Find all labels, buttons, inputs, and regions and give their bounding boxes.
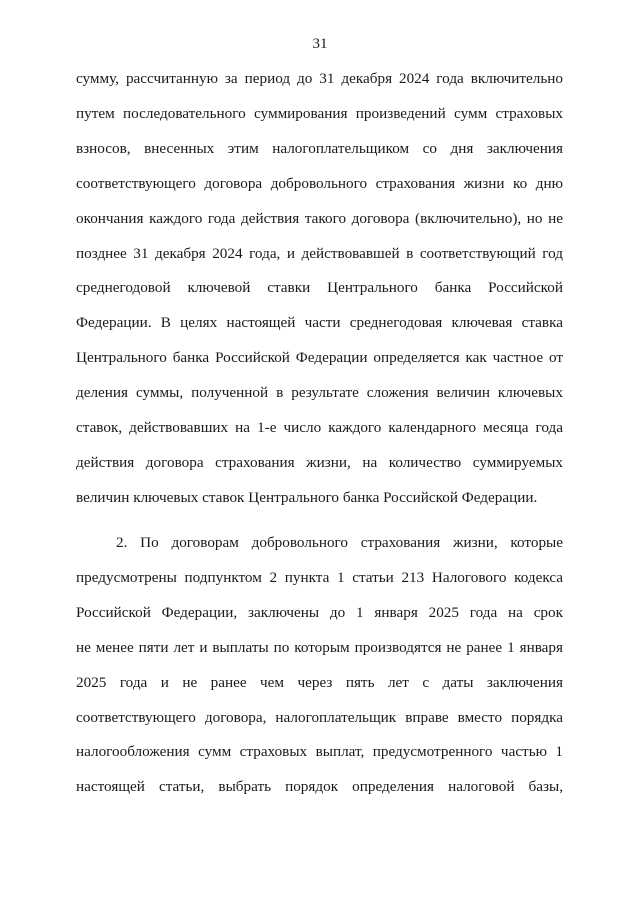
text-line: величин ключевых ставок Центрального банка Российской Федерации. — [76, 488, 538, 506]
page-number: 31 — [312, 36, 328, 52]
text-line: сумму, рассчитанную за период до 31 декабря 2024 года включительно — [76, 70, 563, 88]
text-line: 2025 года и не ранее чем через пять лет с даты заключения — [76, 673, 563, 691]
paragraph-1 — [76, 62, 563, 515]
text-line: взносов, внесенных этим налогоплательщиком со дня заключения — [76, 140, 563, 158]
text-line: деления суммы, полученной в результате сложения величин ключевых — [76, 384, 563, 402]
text-line: путем последовательного суммирования произведений сумм страховых — [76, 105, 563, 123]
text-line: среднегодовой ключевой ставки Центрального банка Российской — [76, 279, 563, 297]
paragraph-spacer — [76, 515, 563, 526]
text-line: не менее пяти лет и выплаты по которым производятся не ранее 1 января — [76, 638, 563, 656]
text-line: налогообложения сумм страховых выплат, предусмотренного частью 1 — [76, 743, 563, 761]
text-line: окончания каждого года действия такого договора (включительно), но не — [76, 209, 563, 227]
text-line: соответствующего договора, налогоплательщик вправе вместо порядка — [76, 708, 563, 726]
document-body — [76, 62, 563, 805]
text-line: 2. По договорам добровольного страхования жизни, которые — [116, 534, 563, 552]
text-line: Центрального банка Российской Федерации определяется как частное от — [76, 349, 563, 367]
text-line: Российской Федерации, заключены до 1 января 2025 года на срок — [76, 604, 563, 622]
text-line: соответствующего договора добровольного страхования жизни ко дню — [76, 174, 563, 192]
text-line: настоящей статьи, выбрать порядок определения налоговой базы, — [76, 778, 563, 796]
text-line: ставок, действовавших на 1-е число каждого календарного месяца года — [76, 418, 563, 436]
text-line: Федерации. В целях настоящей части среднегодовая ключевая ставка — [76, 314, 563, 332]
text-line: предусмотрены подпунктом 2 пункта 1 статьи 213 Налогового кодекса — [76, 569, 563, 587]
text-line: позднее 31 декабря 2024 года, и действовавшей в соответствующий год — [76, 244, 563, 262]
text-line: действия договора страхования жизни, на количество суммируемых — [76, 453, 563, 471]
paragraph-2 — [76, 526, 563, 805]
